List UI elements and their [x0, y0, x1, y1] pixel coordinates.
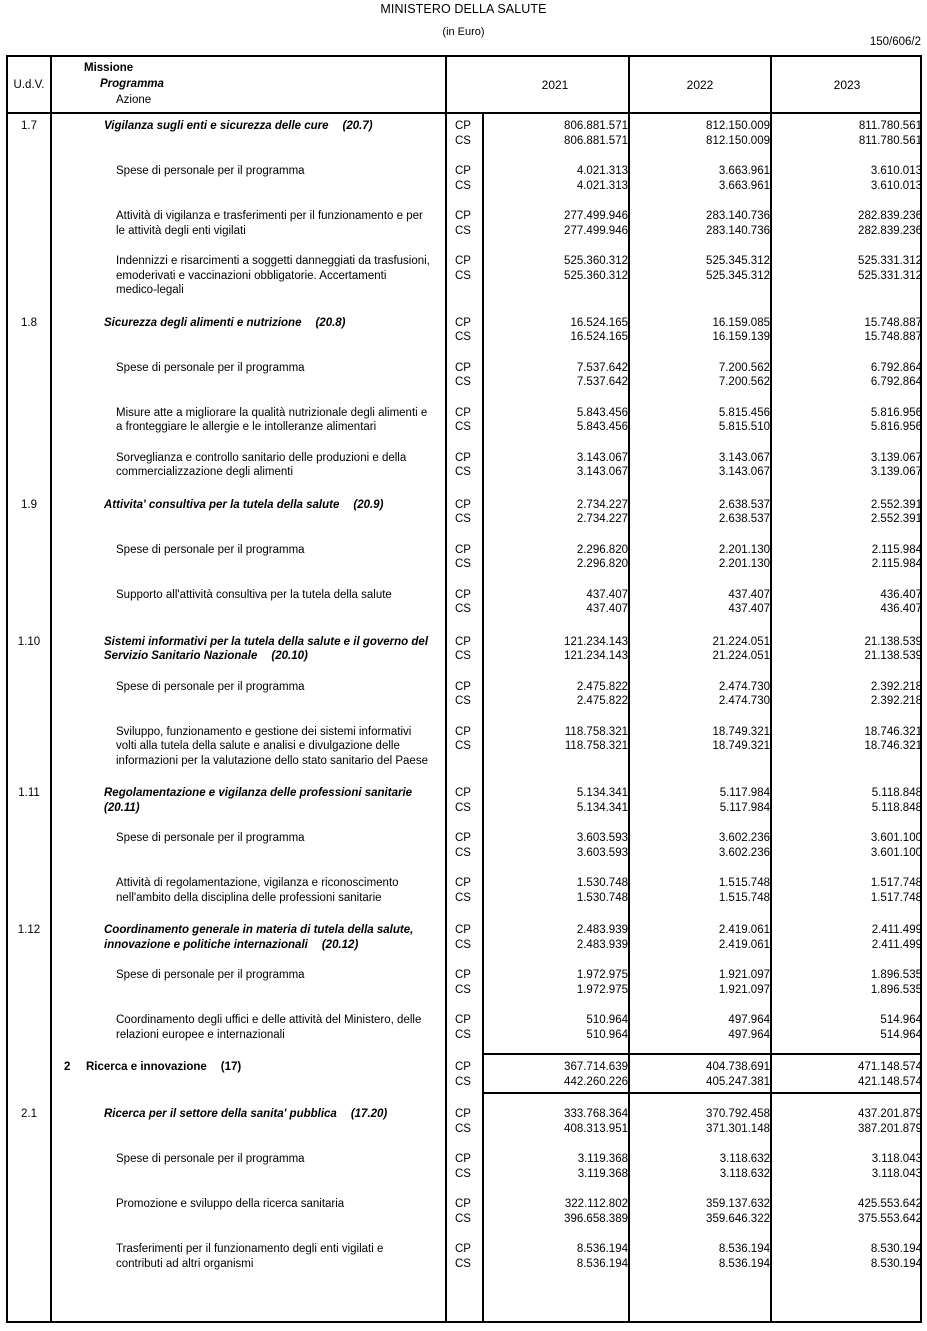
cell-description: Sistemi informativi per la tutela della salute e il governo del Servizio Sanitario Nazionale (20.10)	[104, 635, 429, 662]
header-azione: Azione	[116, 94, 152, 106]
cell-cp-cs-label: CP CS	[455, 1108, 471, 1135]
cell-amount-2023: 15.748.887 15.748.887	[864, 316, 922, 343]
cell-amount-2023: 1.517.748 1.517.748	[870, 877, 922, 904]
cell-cp-cs-label: CP CS	[455, 1061, 471, 1088]
cell-description: 2 Ricerca e innovazione (17)	[64, 1061, 242, 1073]
header-hierarchy	[52, 57, 445, 112]
cell-amount-2022: 2.419.061 2.419.061	[718, 924, 770, 951]
cell-udv: 1.11	[18, 787, 40, 799]
cell-cp-cs-label: CP CS	[455, 543, 471, 570]
cell-description: Spese di personale per il programma	[116, 969, 305, 981]
cell-description: Sviluppo, funzionamento e gestione dei sistemi informativi volti alla tutela della salute e analisi e divulgazione delle informazioni per la valutazione dello stato sanitario del Paese	[116, 725, 428, 767]
cell-cp-cs-label: CP CS	[455, 165, 471, 192]
cell-amount-2022: 21.224.051 21.224.051	[712, 635, 770, 662]
cell-amount-2021: 277.499.946 277.499.946	[564, 210, 628, 237]
cell-description: Spese di personale per il programma	[116, 832, 305, 844]
cell-cp-cs-label: CP CS	[455, 451, 471, 478]
cell-udv: 1.9	[21, 498, 37, 511]
cell-amount-2021: 16.524.165 16.524.165	[570, 316, 628, 343]
cell-cp-cs-label: CP CS	[455, 787, 471, 814]
cell-description: Trasferimenti per il funzionamento degli enti vigilati e contributi ad altri organismi	[116, 1243, 384, 1270]
cell-amount-2021: 2.483.939 2.483.939	[576, 924, 628, 951]
cell-amount-2021: 525.360.312 525.360.312	[564, 255, 628, 282]
cell-amount-2022: 2.201.130 2.201.130	[718, 543, 770, 570]
cell-description: Spese di personale per il programma	[116, 361, 305, 374]
cell-amount-2021: 3.143.067 3.143.067	[576, 451, 628, 478]
header-udv: U.d.V.	[13, 78, 45, 91]
cell-amount-2021: 1.972.975 1.972.975	[576, 969, 628, 996]
cell-amount-2023: 2.411.499 2.411.499	[871, 924, 922, 951]
cell-amount-2023: 5.816.956 5.816.956	[870, 406, 922, 433]
cell-cp-cs-label: CP CS	[455, 924, 471, 951]
cell-description: Spese di personale per il programma	[116, 543, 305, 556]
table-header	[8, 57, 920, 114]
cell-amount-2023: 3.601.100 3.601.100	[870, 832, 922, 859]
cell-amount-2021: 8.536.194 8.536.194	[576, 1243, 628, 1270]
cell-cp-cs-label: CP CS	[455, 1243, 471, 1270]
cell-cp-cs-label: CP CS	[455, 832, 471, 859]
cell-amount-2022: 437.407 437.407	[728, 588, 770, 615]
cell-amount-2022: 8.536.194 8.536.194	[718, 1243, 770, 1270]
cell-description: Misure atte a migliorare la qualità nutrizionale degli alimenti e a fronteggiare le allergie e le intolleranze alimentari	[116, 406, 428, 433]
cell-amount-2021: 2.734.227 2.734.227	[576, 498, 628, 525]
cell-amount-2021: 806.881.571 806.881.571	[564, 120, 628, 147]
cell-amount-2021: 121.234.143 121.234.143	[564, 635, 628, 662]
cell-cp-cs-label: CP CS	[455, 255, 471, 282]
cell-amount-2021: 437.407 437.407	[586, 588, 628, 615]
cell-amount-2022: 1.515.748 1.515.748	[718, 877, 770, 904]
cell-udv: 1.12	[17, 924, 41, 936]
total-rule-bottom	[484, 1092, 922, 1094]
cell-cp-cs-label: CP CS	[455, 1014, 471, 1041]
cell-amount-2022: 404.738.691 405.247.381	[706, 1061, 770, 1088]
cell-amount-2021: 510.964 510.964	[586, 1014, 628, 1041]
cell-amount-2022: 359.137.632 359.646.322	[706, 1198, 770, 1225]
cell-amount-2021: 118.758.321 118.758.321	[564, 725, 628, 752]
cell-amount-2021: 333.768.364 408.313.951	[564, 1108, 628, 1135]
cell-cp-cs-label: CP CS	[455, 1198, 471, 1225]
total-rule-top	[484, 1053, 922, 1055]
cell-description: Indennizzi e risarcimenti a soggetti danneggiati da trasfusioni, emoderivati e vaccinazioni obbligatorie. Accertamenti medico-legali	[116, 255, 430, 296]
cell-amount-2023: 425.553.642 375.553.642	[858, 1198, 922, 1225]
cell-amount-2021: 7.537.642 7.537.642	[576, 361, 628, 388]
cell-amount-2021: 322.112.802 396.658.389	[564, 1198, 628, 1225]
cell-description: Regolamentazione e vigilanza delle professioni sanitarie (20.11)	[104, 787, 413, 814]
cell-amount-2023: 2.552.391 2.552.391	[870, 498, 922, 525]
header-programma: Programma	[100, 78, 164, 90]
cell-amount-2022: 5.117.984 5.117.984	[719, 787, 770, 814]
cell-amount-2022: 16.159.085 16.159.139	[712, 316, 770, 343]
cell-amount-2021: 4.021.313 4.021.313	[576, 165, 628, 192]
cell-description: Spese di personale per il programma	[116, 165, 305, 177]
cell-amount-2023: 3.610.013 3.610.013	[870, 165, 922, 192]
cell-cp-cs-label: CP CS	[455, 635, 471, 662]
cell-amount-2023: 18.746.321 18.746.321	[864, 725, 922, 752]
cell-description: Attivita' consultiva per la tutela della salute (20.9)	[104, 498, 384, 511]
budget-table	[6, 55, 922, 1323]
cell-amount-2022: 2.638.537 2.638.537	[718, 498, 770, 525]
cell-amount-2023: 3.118.043 3.118.043	[871, 1153, 922, 1180]
cell-amount-2022: 283.140.736 283.140.736	[706, 210, 770, 237]
cell-amount-2023: 2.115.984 2.115.984	[871, 543, 922, 570]
header-year-2022: 2022	[686, 77, 714, 92]
cell-amount-2021: 3.603.593 3.603.593	[576, 832, 628, 859]
cell-amount-2023: 514.964 514.964	[880, 1014, 922, 1041]
cell-amount-2023: 21.138.539 21.138.539	[864, 635, 922, 662]
cell-amount-2023: 437.201.879 387.201.879	[858, 1108, 922, 1135]
cell-description: Ricerca per il settore della sanita' pubblica (17.20)	[104, 1108, 388, 1120]
page-title: MINISTERO DELLA SALUTE	[380, 2, 547, 16]
cell-cp-cs-label: CP CS	[455, 316, 471, 343]
cell-amount-2022: 1.921.097 1.921.097	[718, 969, 770, 996]
cell-cp-cs-label: CP CS	[455, 969, 471, 996]
cell-amount-2022: 3.663.961 3.663.961	[718, 165, 770, 192]
cell-udv: 1.7	[21, 120, 37, 132]
cell-amount-2022: 370.792.458 371.301.148	[706, 1108, 770, 1135]
cell-amount-2022: 5.815.456 5.815.510	[718, 406, 770, 433]
cell-description: Sicurezza degli alimenti e nutrizione (20.8)	[104, 316, 346, 329]
cell-amount-2023: 2.392.218 2.392.218	[870, 680, 922, 707]
cell-amount-2022: 812.150.009 812.150.009	[706, 120, 770, 147]
header-year-2021: 2021	[541, 77, 569, 92]
cell-description: Supporto all'attività consultiva per la tutela della salute	[116, 588, 392, 601]
cell-description: Attività di regolamentazione, vigilanza e riconoscimento nell'ambito della disciplina delle professioni sanitarie	[116, 877, 399, 904]
cell-description: Coordinamento degli uffici e delle attività del Ministero, delle relazioni europee e internazionali	[116, 1014, 422, 1041]
cell-description: Coordinamento generale in materia di tutela della salute, innovazione e politiche internazionali (20.12)	[104, 924, 414, 951]
cell-amount-2023: 1.896.535 1.896.535	[870, 969, 922, 996]
cell-cp-cs-label: CP CS	[455, 725, 471, 752]
cell-description: Vigilanza sugli enti e sicurezza delle cure (20.7)	[104, 120, 373, 132]
cell-amount-2023: 436.407 436.407	[880, 588, 922, 615]
cell-cp-cs-label: CP CS	[455, 361, 471, 388]
header-year-2023: 2023	[833, 77, 861, 92]
cell-amount-2022: 525.345.312 525.345.312	[706, 255, 770, 282]
cell-amount-2023: 811.780.561 811.780.561	[858, 120, 922, 147]
cell-description: Sorveglianza e controllo sanitario delle produzioni e della commercializzazione degli alimenti	[116, 451, 407, 478]
cell-description: Spese di personale per il programma	[116, 680, 305, 693]
page-code: 150/606/2	[869, 36, 921, 48]
cell-amount-2022: 3.118.632 3.118.632	[719, 1153, 770, 1180]
cell-amount-2021: 2.475.822 2.475.822	[576, 680, 628, 707]
cell-cp-cs-label: CP CS	[455, 498, 471, 525]
cell-amount-2021: 5.134.341 5.134.341	[576, 787, 628, 814]
cell-amount-2022: 3.143.067 3.143.067	[718, 451, 770, 478]
cell-description: Promozione e sviluppo della ricerca sanitaria	[116, 1198, 345, 1210]
cell-cp-cs-label: CP CS	[455, 120, 471, 147]
cell-cp-cs-label: CP CS	[455, 210, 471, 237]
currency-note: (in Euro)	[442, 26, 485, 38]
cell-amount-2023: 471.148.574 421.148.574	[858, 1061, 922, 1088]
cell-amount-2022: 18.749.321 18.749.321	[712, 725, 770, 752]
cell-udv: 1.8	[21, 316, 37, 329]
cell-cp-cs-label: CP CS	[455, 588, 471, 615]
cell-cp-cs-label: CP CS	[455, 406, 471, 433]
cell-cp-cs-label: CP CS	[455, 1153, 471, 1180]
cell-udv: 1.10	[17, 635, 41, 648]
cell-amount-2022: 7.200.562 7.200.562	[718, 361, 770, 388]
cell-amount-2021: 3.119.368 3.119.368	[577, 1153, 628, 1180]
cell-amount-2021: 1.530.748 1.530.748	[576, 877, 628, 904]
cell-amount-2022: 497.964 497.964	[728, 1014, 770, 1041]
cell-amount-2021: 367.714.639 442.260.226	[564, 1061, 628, 1088]
cell-amount-2023: 3.139.067 3.139.067	[870, 451, 922, 478]
cell-amount-2022: 3.602.236 3.602.236	[718, 832, 770, 859]
cell-amount-2023: 525.331.312 525.331.312	[858, 255, 922, 282]
cell-amount-2023: 282.839.236 282.839.236	[858, 210, 922, 237]
cell-amount-2021: 5.843.456 5.843.456	[576, 406, 628, 433]
cell-cp-cs-label: CP CS	[455, 680, 471, 707]
cell-description: Attività di vigilanza e trasferimenti per il funzionamento e per le attività degli enti vigilati	[116, 210, 423, 237]
cell-amount-2022: 2.474.730 2.474.730	[718, 680, 770, 707]
cell-udv: 2.1	[21, 1108, 37, 1120]
cell-amount-2023: 6.792.864 6.792.864	[870, 361, 922, 388]
header-missione: Missione	[84, 62, 134, 74]
table-body	[8, 114, 920, 1321]
cell-amount-2023: 5.118.848 5.118.848	[871, 787, 922, 814]
cell-amount-2023: 8.530.194 8.530.194	[870, 1243, 922, 1270]
cell-description: Spese di personale per il programma	[116, 1153, 305, 1165]
cell-cp-cs-label: CP CS	[455, 877, 471, 904]
cell-amount-2021: 2.296.820 2.296.820	[576, 543, 628, 570]
